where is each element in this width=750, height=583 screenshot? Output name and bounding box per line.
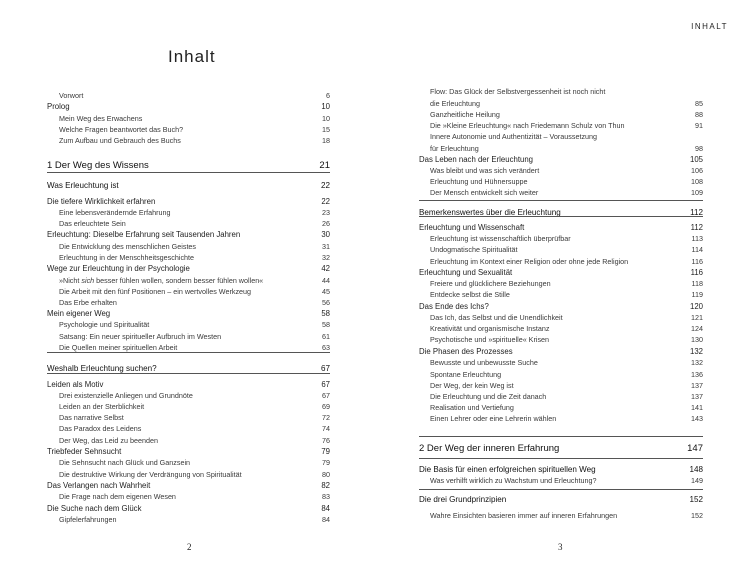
toc-entry xyxy=(430,357,703,368)
toc-entry-page: 136 xyxy=(691,370,703,379)
toc-entry-title: Prolog xyxy=(47,102,70,111)
toc-entry-page: 63 xyxy=(322,343,330,352)
toc-entry xyxy=(430,312,703,323)
toc-entry xyxy=(59,390,330,401)
toc-entry xyxy=(59,412,330,423)
toc-entry-title: Das Leben nach der Erleuchtung xyxy=(419,155,533,164)
toc-entry xyxy=(59,319,330,330)
toc-entry xyxy=(419,154,703,165)
toc-entry-page: 152 xyxy=(689,495,703,504)
toc-entry-page: 109 xyxy=(691,188,703,197)
toc-entry-title: Was Erleuchtung ist xyxy=(47,181,119,190)
toc-entry-page: 119 xyxy=(691,290,703,299)
toc-entry xyxy=(47,159,330,172)
toc-entry-title: 1 Der Weg des Wissens xyxy=(47,160,149,171)
toc-entry-title: Was verhilft wirklich zu Wachstum und Erleuchtung? xyxy=(430,476,597,485)
toc-entry-title: die Erleuchtung xyxy=(430,99,480,108)
section-divider xyxy=(419,489,703,490)
toc-entry-page: 15 xyxy=(322,125,330,134)
section-divider xyxy=(419,216,703,217)
toc-entry-title: Welche Fragen beantwortet das Buch? xyxy=(59,125,184,134)
toc-entry-page: 147 xyxy=(687,443,703,454)
toc-heading: Inhalt xyxy=(168,47,216,66)
toc-entry xyxy=(430,165,703,176)
toc-entry-page: 105 xyxy=(689,155,703,164)
toc-entry-page: 42 xyxy=(321,264,330,273)
toc-entry xyxy=(59,286,330,297)
toc-entry-page: 84 xyxy=(321,504,330,513)
toc-entry xyxy=(430,86,703,97)
toc-entry-title: Das Verlangen nach Wahrheit xyxy=(47,481,151,490)
toc-entry-title: Vorwort xyxy=(59,91,84,100)
toc-entry-title: »Nicht sich besser fühlen wollen, sondern besser fühlen wollen« xyxy=(59,276,264,285)
toc-entry-page: 88 xyxy=(695,110,703,119)
toc-entry-title: Das Ich, das Selbst und die Unendlichkeit xyxy=(430,313,563,322)
toc-entry-title: Bemerkenswertes über die Erleuchtung xyxy=(419,208,561,217)
toc-entry-page: 44 xyxy=(322,276,330,285)
toc-entry-title: Die Erleuchtung und die Zeit danach xyxy=(430,392,547,401)
toc-entry-page: 10 xyxy=(322,114,330,123)
toc-entry-title: Der Weg, das Leid zu beenden xyxy=(59,436,158,445)
toc-entry-page: 67 xyxy=(320,364,330,373)
toc-entry xyxy=(430,380,703,391)
toc-entry-page: 132 xyxy=(691,358,703,367)
toc-entry-page: 152 xyxy=(691,511,703,520)
toc-entry xyxy=(430,120,703,131)
toc-entry-title: Undogmatische Spiritualität xyxy=(430,245,518,254)
toc-entry-title: Das narrative Selbst xyxy=(59,413,124,422)
toc-entry-title: Gipfelerfahrungen xyxy=(59,515,117,524)
toc-entry-page: 130 xyxy=(691,335,703,344)
toc-entry xyxy=(430,334,703,345)
toc-entry-title: Kreativität und organismische Instanz xyxy=(430,324,550,333)
toc-entry xyxy=(47,229,330,240)
toc-entry-page: 148 xyxy=(689,465,703,474)
toc-entry xyxy=(430,413,703,424)
toc-entry xyxy=(430,98,703,109)
toc-entry-title: Die Entwicklung des menschlichen Geistes xyxy=(59,242,197,251)
toc-entry-page: 124 xyxy=(691,324,703,333)
toc-entry-title: 2 Der Weg der inneren Erfahrung xyxy=(419,443,560,454)
toc-entry xyxy=(419,346,703,357)
toc-entry xyxy=(47,308,330,319)
toc-entry-title: Entdecke selbst die Stille xyxy=(430,290,510,299)
toc-entry-title: Satsang: Ein neuer spiritueller Aufbruch im Westen xyxy=(59,332,222,341)
toc-entry-page: 120 xyxy=(689,302,703,311)
toc-entry xyxy=(430,109,703,120)
toc-entry-title: Der Weg, der kein Weg ist xyxy=(430,381,514,390)
toc-entry xyxy=(430,391,703,402)
toc-entry-title: Die destruktive Wirkung der Verdrängung von Spiritualität xyxy=(59,470,242,479)
toc-entry-page: 79 xyxy=(322,458,330,467)
running-head: INHALT xyxy=(691,22,728,31)
toc-entry xyxy=(59,401,330,412)
toc-entry xyxy=(430,402,703,413)
toc-entry-page: 10 xyxy=(321,102,330,111)
toc-entry-title: Freiere und glücklichere Beziehungen xyxy=(430,279,551,288)
toc-entry xyxy=(419,464,703,475)
toc-entry xyxy=(59,218,330,229)
toc-entry-title: Das erleuchtete Sein xyxy=(59,219,126,228)
toc-entry xyxy=(47,263,330,274)
toc-entry-title: Was bleibt und was sich verändert xyxy=(430,166,540,175)
toc-entry-page: 137 xyxy=(691,392,703,401)
section-divider xyxy=(47,352,330,353)
toc-entry-title: Wahre Einsichten basieren immer auf inneren Erfahrungen xyxy=(430,511,618,520)
toc-entry xyxy=(47,503,330,514)
section-divider xyxy=(419,200,703,201)
toc-entry xyxy=(419,442,703,455)
toc-entry-page: 74 xyxy=(322,424,330,433)
toc-entry-title: Spontane Erleuchtung xyxy=(430,370,502,379)
toc-entry-title: Erleuchtung und Hühnersuppe xyxy=(430,177,528,186)
toc-entry xyxy=(59,124,330,135)
toc-entry-page: 26 xyxy=(322,219,330,228)
toc-entry-page: 85 xyxy=(695,99,703,108)
toc-entry xyxy=(59,135,330,146)
toc-entry-page: 67 xyxy=(321,380,330,389)
toc-entry-title: für Erleuchtung xyxy=(430,144,479,153)
toc-entry-title: Die Basis für einen erfolgreichen spirituellen Weg xyxy=(419,465,596,474)
toc-entry-title: Psychologie und Spiritualität xyxy=(59,320,150,329)
toc-entry xyxy=(59,457,330,468)
toc-entry-title: Drei existenzielle Anliegen und Grundnöte xyxy=(59,391,193,400)
toc-entry-title: Eine lebensverändernde Erfahrung xyxy=(59,208,171,217)
toc-entry-page: 21 xyxy=(319,160,330,171)
toc-entry-title: Mein Weg des Erwachens xyxy=(59,114,143,123)
toc-entry xyxy=(430,323,703,334)
toc-entry-page: 84 xyxy=(322,515,330,524)
toc-entry-page: 116 xyxy=(690,268,703,277)
toc-entry xyxy=(419,222,703,233)
toc-entry xyxy=(430,187,703,198)
toc-entry-page: 149 xyxy=(691,476,703,485)
toc-entry xyxy=(59,275,330,286)
toc-entry-title: Die Frage nach dem eigenen Wesen xyxy=(59,492,176,501)
toc-entry-title: Ganzheitliche Heilung xyxy=(430,110,500,119)
toc-entry xyxy=(59,435,330,446)
toc-entry-title: Erleuchtung und Sexualität xyxy=(419,268,513,277)
toc-entry-title: Die drei Grundprinzipien xyxy=(419,495,507,504)
toc-entry-page: 72 xyxy=(322,413,330,422)
toc-entry xyxy=(430,176,703,187)
toc-entry-title: Erleuchtung im Kontext einer Religion oder ohne jede Religion xyxy=(430,257,629,266)
toc-entry-page: 82 xyxy=(321,481,330,490)
toc-entry-page: 76 xyxy=(322,436,330,445)
toc-entry-page: 108 xyxy=(691,177,703,186)
toc-entry-page: 143 xyxy=(691,414,703,423)
toc-entry xyxy=(430,278,703,289)
toc-entry-page: 6 xyxy=(326,91,330,100)
toc-entry-title: Zum Aufbau und Gebrauch des Buchs xyxy=(59,136,181,145)
toc-entry xyxy=(59,90,330,101)
toc-entry-title: Erleuchtung in der Menschheitsgeschichte xyxy=(59,253,195,262)
toc-entry xyxy=(430,256,703,267)
toc-entry-title: Leiden an der Sterblichkeit xyxy=(59,402,145,411)
toc-entry xyxy=(59,241,330,252)
toc-entry-page: 22 xyxy=(321,197,330,206)
toc-entry-page: 23 xyxy=(322,208,330,217)
toc-entry xyxy=(419,301,703,312)
toc-entry xyxy=(47,446,330,457)
toc-entry-page: 58 xyxy=(322,320,330,329)
toc-entry-title: Das Ende des Ichs? xyxy=(419,302,489,311)
toc-entry xyxy=(47,379,330,390)
toc-entry-page: 18 xyxy=(322,136,330,145)
toc-entry-page: 61 xyxy=(322,332,330,341)
toc-entry-title: Erleuchtung ist wissenschaftlich überprüfbar xyxy=(430,234,571,243)
toc-entry-title: Mein eigener Weg xyxy=(47,309,111,318)
toc-entry-page: 45 xyxy=(322,287,330,296)
toc-entry xyxy=(59,469,330,480)
toc-entry-title: Die Quellen meiner spirituellen Arbeit xyxy=(59,343,178,352)
page-number-right: 3 xyxy=(558,542,563,552)
toc-entry-title: Leiden als Motiv xyxy=(47,380,104,389)
toc-entry-page: 113 xyxy=(691,234,703,243)
section-divider xyxy=(419,458,703,459)
toc-entry-title: Die tiefere Wirklichkeit erfahren xyxy=(47,197,156,206)
toc-entry-page: 58 xyxy=(321,309,330,318)
toc-entry-page: 112 xyxy=(690,223,703,232)
toc-entry xyxy=(59,491,330,502)
toc-entry-page: 132 xyxy=(689,347,703,356)
section-divider xyxy=(47,172,330,173)
toc-entry xyxy=(430,369,703,380)
toc-entry-title: Innere Autonomie und Authentizität – Voraussetzung xyxy=(430,132,598,141)
section-divider xyxy=(47,373,330,374)
toc-entry-title: Das Erbe erhalten xyxy=(59,298,117,307)
toc-entry-page: 56 xyxy=(322,298,330,307)
right-page xyxy=(375,0,750,583)
toc-entry-page: 69 xyxy=(322,402,330,411)
toc-entry xyxy=(47,180,330,191)
toc-entry-page: 121 xyxy=(691,313,703,322)
toc-entry-title: Wege zur Erleuchtung in der Psychologie xyxy=(47,264,190,273)
toc-entry xyxy=(47,101,330,112)
toc-entry-page: 80 xyxy=(322,470,330,479)
toc-entry xyxy=(430,289,703,300)
toc-entry-title: Der Mensch entwickelt sich weiter xyxy=(430,188,539,197)
toc-entry-title: Die Arbeit mit den fünf Positionen – ein wertvolles Werkzeug xyxy=(59,287,252,296)
page-number-left: 2 xyxy=(187,542,192,552)
toc-entry xyxy=(59,113,330,124)
toc-entry-page: 31 xyxy=(322,242,330,251)
toc-entry-title: Psychotische und »spirituelle« Krisen xyxy=(430,335,550,344)
toc-entry xyxy=(47,480,330,491)
toc-entry-page: 22 xyxy=(320,181,330,190)
toc-entry-title: Die »Kleine Erleuchtung« nach Friedemann Schulz von Thun xyxy=(430,121,625,130)
toc-entry-title: Die Sehnsucht nach Glück und Ganzsein xyxy=(59,458,191,467)
toc-entry xyxy=(430,131,703,142)
toc-entry xyxy=(430,510,703,521)
toc-entry-page: 137 xyxy=(691,381,703,390)
toc-entry-title: Erleuchtung: Dieselbe Erfahrung seit Tausenden Jahren xyxy=(47,230,241,239)
toc-entry xyxy=(59,514,330,525)
toc-entry-page: 67 xyxy=(322,391,330,400)
toc-entry-page: 141 xyxy=(691,403,703,412)
toc-entry-title: Realisation und Vertiefung xyxy=(430,403,514,412)
toc-entry-title: Bewusste und unbewusste Suche xyxy=(430,358,538,367)
toc-entry xyxy=(59,252,330,263)
section-divider xyxy=(419,436,703,437)
toc-entry xyxy=(59,423,330,434)
toc-entry-title: Triebfeder Sehnsucht xyxy=(47,447,122,456)
toc-entry-title: Erleuchtung und Wissenschaft xyxy=(419,223,525,232)
toc-entry-title: Flow: Das Glück der Selbstvergessenheit ist noch nicht xyxy=(430,87,606,96)
toc-entry xyxy=(430,244,703,255)
toc-entry-title: Die Phasen des Prozesses xyxy=(419,347,513,356)
toc-entry-page: 32 xyxy=(322,253,330,262)
toc-entry xyxy=(419,267,703,278)
toc-entry-page: 91 xyxy=(695,121,703,130)
toc-entry-page: 112 xyxy=(690,208,703,217)
toc-entry xyxy=(47,196,330,207)
toc-entry xyxy=(430,143,703,154)
toc-entry-title: Weshalb Erleuchtung suchen? xyxy=(47,364,157,373)
toc-entry-page: 106 xyxy=(691,166,703,175)
toc-entry-page: 116 xyxy=(691,257,703,266)
toc-entry-page: 98 xyxy=(695,144,703,153)
toc-entry-title: Einen Lehrer oder eine Lehrerin wählen xyxy=(430,414,557,423)
toc-entry-page: 30 xyxy=(321,230,330,239)
toc-entry-page: 83 xyxy=(322,492,330,501)
toc-entry xyxy=(430,475,703,486)
toc-entry xyxy=(59,207,330,218)
toc-entry xyxy=(59,331,330,342)
toc-entry-page: 79 xyxy=(321,447,330,456)
toc-entry-title: Die Suche nach dem Glück xyxy=(47,504,142,513)
toc-entry xyxy=(430,233,703,244)
toc-entry-title: Das Paradox des Leidens xyxy=(59,424,142,433)
toc-entry xyxy=(419,494,703,505)
toc-entry-page: 114 xyxy=(691,245,703,254)
toc-entry-page: 118 xyxy=(691,279,703,288)
toc-entry xyxy=(59,297,330,308)
